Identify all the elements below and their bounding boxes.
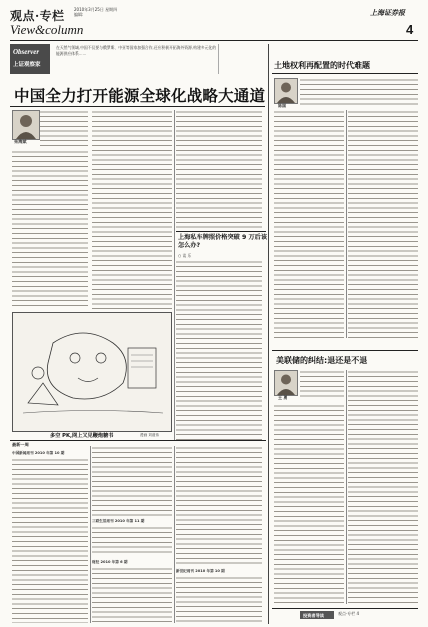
observer-lede: 在天然气领域,中国不仅要与俄罗斯、中亚等国家加强合作,还应积极开拓海外资源,构建多元化的能源供应体系…… (56, 45, 216, 56)
author-photo (12, 110, 40, 140)
bottom-col-2b (92, 526, 172, 556)
masthead-rule (10, 40, 418, 41)
article-col-1b (12, 150, 88, 310)
observer-badge-en: Observer (13, 48, 40, 56)
author-caption: 朱海斌 (14, 139, 27, 144)
paper-name: 上海证券报 (370, 8, 405, 17)
bottom-col-3b (176, 576, 262, 623)
right-author-photo (274, 78, 298, 104)
cartoon (12, 312, 172, 432)
bottom-left-label: 最新一周 (12, 442, 29, 447)
cartoon-caption: 多空 PK,网上又见鞭炮糖书 (50, 433, 114, 439)
right-author-caption: 陈国 (278, 103, 286, 108)
author-portrait-icon (13, 111, 39, 139)
article-col-1a (40, 110, 88, 150)
bottom-right-author: 王 勇 (278, 395, 288, 400)
right-column-title: 土地权利再配置的时代难题 (274, 61, 370, 70)
lede-box (218, 44, 219, 74)
right-col-b (274, 110, 344, 338)
bottom-col-2c (92, 567, 172, 623)
footer-label: 投资者导读 (303, 612, 324, 618)
right-col-a (300, 78, 418, 108)
page-number: 4 (406, 22, 414, 37)
middle-article-rule (176, 231, 266, 232)
bottom-col-2 (92, 446, 172, 516)
bottom-right-author-photo (274, 370, 298, 396)
bottom-center-brief-2: 财经 2010 年第 6 期 (92, 560, 128, 564)
editor-line: 编辑: (74, 12, 84, 17)
observer-badge-cn: 上证观察家 (13, 62, 41, 68)
bottom-right-headline: 美联储的纠结:退还是不退 (276, 356, 368, 365)
middle-article-byline: ○ 谈 乐 (178, 253, 192, 258)
bottom-center-brief-3: 新世纪周刊 2010 年第 10 期 (176, 569, 225, 573)
section-title-cn: 观点·专栏 (10, 9, 65, 23)
footer-badge (300, 611, 334, 619)
middle-col-1 (176, 260, 262, 440)
bottom-right-rule (272, 350, 418, 351)
date-line: 2010年3月25日 星期四 (74, 7, 118, 12)
right-column-divider (268, 44, 269, 624)
br-col-a (300, 370, 344, 400)
bottom-center-brief-1: 三联生活周刊 2010 年第 11 期 (92, 519, 145, 523)
bottom-col-3 (176, 446, 262, 566)
section-title-en: View&column (10, 22, 84, 37)
article-col-2 (92, 110, 172, 310)
cartoon-illustration-icon (13, 313, 171, 431)
observer-headline: 中国全力打开能源全球化战略大通道 (14, 87, 266, 105)
bottom-col-1 (12, 458, 88, 623)
right-author-portrait-icon (275, 79, 297, 103)
right-col-c (348, 110, 418, 338)
footer-page-ref: 观点·专栏 4 (338, 611, 360, 616)
middle-article-headline: 上海私车牌照价格突破 9 万后该怎么办? (178, 234, 268, 249)
br-col-c (348, 370, 418, 604)
article-col-3 (176, 110, 262, 228)
headline-rule (10, 106, 265, 107)
right-title-rule (272, 73, 418, 74)
bottom-right-portrait-icon (275, 371, 297, 395)
observer-badge (10, 44, 50, 74)
footer-rule (272, 608, 418, 609)
br-col-b (274, 404, 344, 604)
bottom-left-brief-title: 中国新闻周刊 2010 年第 10 期 (12, 451, 65, 455)
cartoon-credit: 漫画 刘道伟 (140, 433, 160, 437)
lower-rule (10, 440, 266, 441)
